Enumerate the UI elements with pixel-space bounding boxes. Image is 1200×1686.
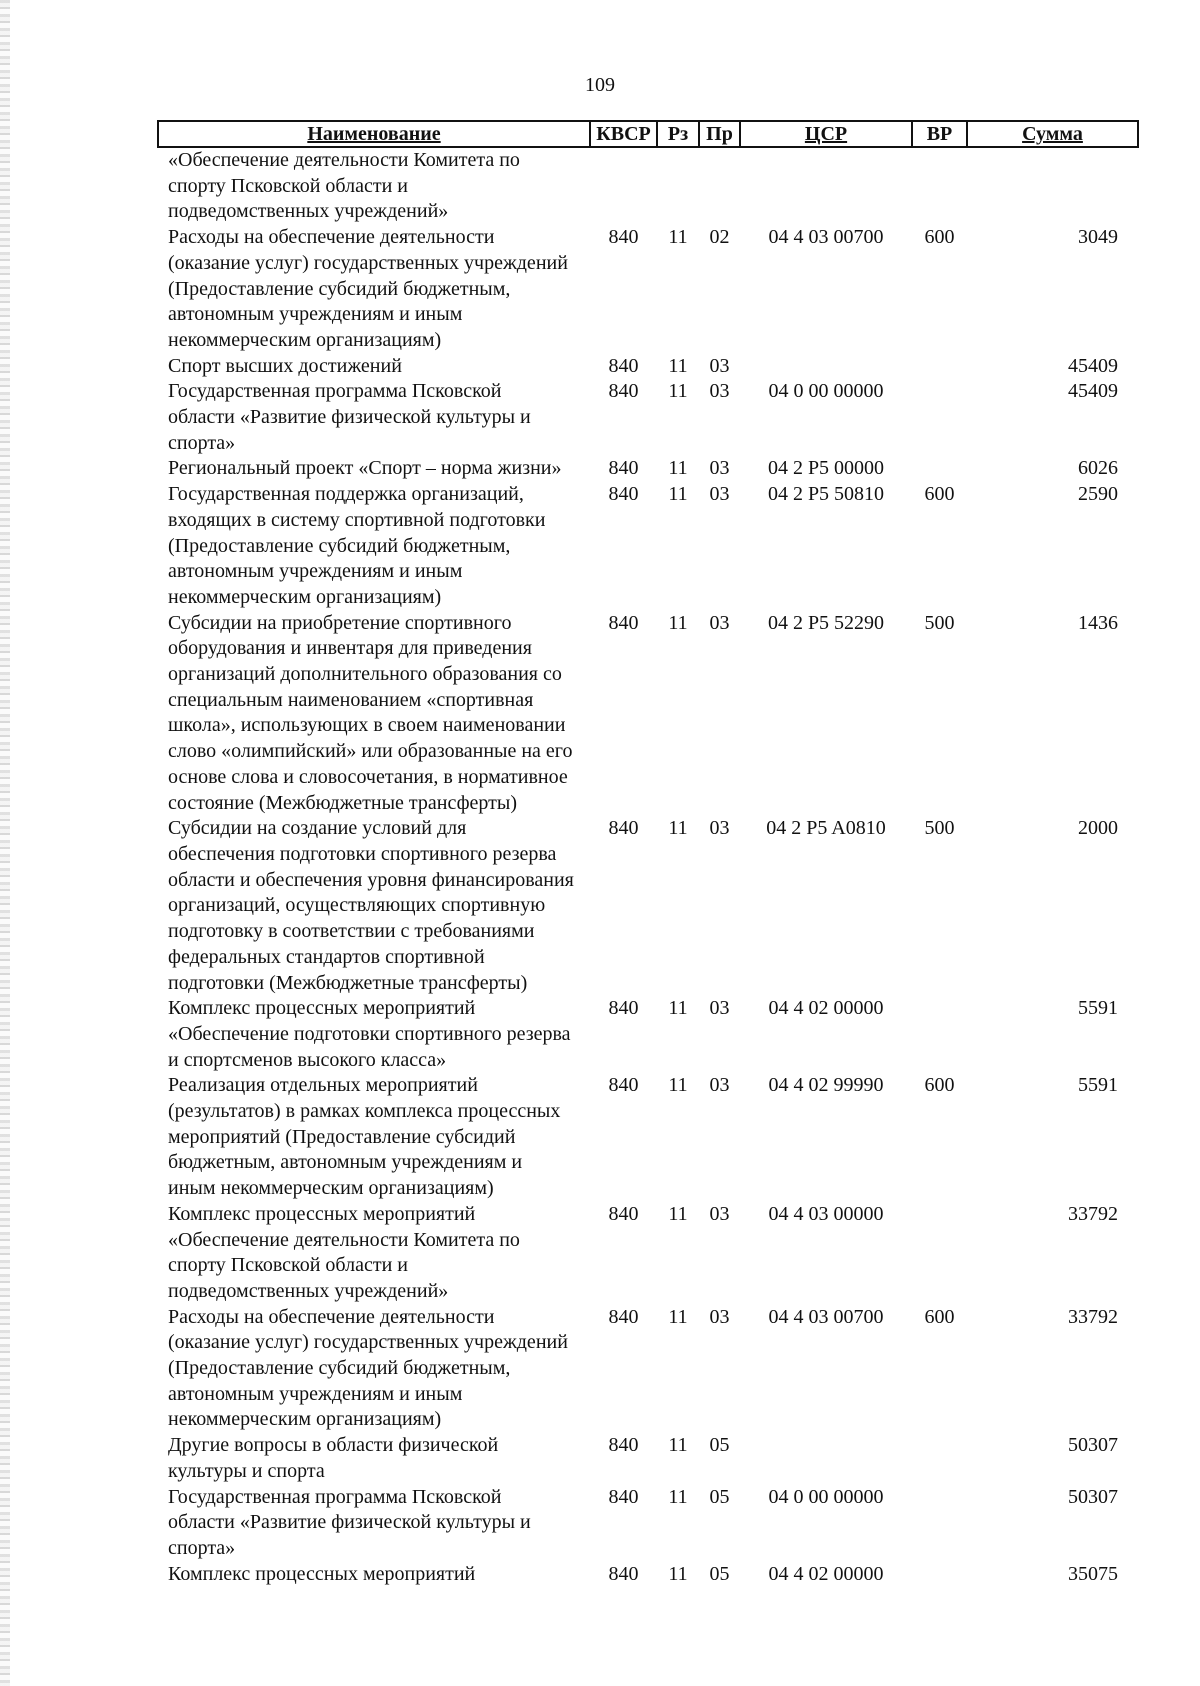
cell-name-line: Комплекс процессных мероприятий bbox=[168, 1562, 476, 1585]
header-rz: Рз bbox=[657, 121, 699, 147]
cell-name-line: школа», использующих в своем наименовании bbox=[168, 714, 566, 737]
cell-pr: 03 bbox=[709, 997, 730, 1020]
cell-name bbox=[158, 1433, 590, 1484]
cell-csr: 04 4 03 00700 bbox=[768, 226, 884, 249]
cell-kvsr: 840 bbox=[608, 1202, 639, 1225]
cell-name-line: «Обеспечение деятельности Комитета по bbox=[168, 149, 520, 171]
cell-name-line: спорту Псковской области и bbox=[168, 174, 408, 197]
cell-csr: 04 2 P5 A0810 bbox=[766, 817, 886, 840]
cell-csr: 04 2 P5 50810 bbox=[767, 483, 885, 506]
cell-name-line: культуры и спорта bbox=[168, 1459, 325, 1482]
cell-name-line: (оказание услуг) государственных учреждений bbox=[168, 251, 568, 274]
header-vr: ВР bbox=[912, 121, 967, 147]
cell-name bbox=[158, 147, 590, 225]
table-row bbox=[158, 816, 1138, 996]
cell-name bbox=[158, 225, 590, 354]
cell-csr: 04 4 03 00700 bbox=[768, 1305, 884, 1328]
cell-name-line: специальным наименованием «спортивная bbox=[168, 688, 534, 711]
cell-pr: 03 bbox=[709, 380, 730, 403]
cell-csr bbox=[740, 147, 912, 225]
cell-rz: 11 bbox=[668, 611, 688, 634]
cell-pr: 03 bbox=[709, 457, 730, 480]
cell-name-line: подготовки (Межбюджетные трансферты) bbox=[168, 971, 528, 994]
cell-name-line: и спортсменов высокого класса» bbox=[168, 1048, 447, 1071]
cell-rz: 11 bbox=[668, 1305, 688, 1328]
cell-vr bbox=[912, 1562, 967, 1588]
cell-sum: 2000 bbox=[1078, 817, 1118, 840]
cell-kvsr: 840 bbox=[608, 817, 639, 840]
cell-name-line: состояние (Межбюджетные трансферты) bbox=[168, 791, 518, 814]
cell-name bbox=[158, 482, 590, 611]
cell-name bbox=[158, 1202, 590, 1305]
cell-name-line: мероприятий (Предоставление субсидий bbox=[168, 1125, 516, 1148]
cell-pr: 03 bbox=[709, 354, 730, 377]
table-row bbox=[158, 482, 1138, 611]
cell-name-line: Государственная поддержка организаций, bbox=[168, 483, 524, 506]
header-name: Наименование bbox=[158, 121, 590, 147]
cell-vr: 600 bbox=[924, 226, 955, 249]
cell-rz: 11 bbox=[668, 1202, 688, 1225]
cell-sum: 5591 bbox=[1078, 997, 1118, 1020]
budget-table bbox=[157, 120, 1139, 1587]
cell-rz: 11 bbox=[668, 483, 688, 506]
cell-name-line: некоммерческим организациям) bbox=[168, 585, 442, 608]
cell-vr bbox=[912, 1202, 967, 1305]
cell-pr: 03 bbox=[709, 611, 730, 634]
cell-name-line: подведомственных учреждений» bbox=[168, 200, 449, 223]
cell-pr: 05 bbox=[709, 1562, 730, 1585]
cell-pr: 02 bbox=[709, 226, 730, 249]
cell-name-line: Государственная программа Псковской bbox=[168, 1485, 502, 1508]
cell-name-line: Спорт высших достижений bbox=[168, 354, 402, 377]
cell-name-line: слово «олимпийский» или образованные на его bbox=[168, 740, 573, 763]
cell-name-line: области «Развитие физической культуры и bbox=[168, 1511, 531, 1534]
cell-name-line: (результатов) в рамках комплекса процессных bbox=[168, 1100, 561, 1123]
cell-name bbox=[158, 379, 590, 456]
header-kvsr: КВСР bbox=[590, 121, 657, 147]
cell-pr: 03 bbox=[709, 817, 730, 840]
cell-vr: 500 bbox=[924, 611, 955, 634]
cell-kvsr: 840 bbox=[608, 611, 639, 634]
cell-name-line: бюджетным, автономным учреждениям и bbox=[168, 1151, 523, 1174]
cell-name-line: подготовку в соответствии с требованиями bbox=[168, 920, 535, 943]
cell-name-line: организаций, осуществляющих спортивную bbox=[168, 894, 546, 917]
cell-name-line: подведомственных учреждений» bbox=[168, 1279, 449, 1302]
cell-name bbox=[158, 1073, 590, 1202]
cell-name-line: Расходы на обеспечение деятельности bbox=[168, 1305, 495, 1328]
cell-sum: 35075 bbox=[1068, 1562, 1118, 1585]
cell-vr: 500 bbox=[924, 817, 955, 840]
cell-kvsr: 840 bbox=[608, 1074, 639, 1097]
cell-kvsr: 840 bbox=[608, 997, 639, 1020]
cell-name-line: (Предоставление субсидий бюджетным, bbox=[168, 277, 511, 300]
cell-csr: 04 4 02 99990 bbox=[768, 1074, 884, 1097]
cell-name-line: некоммерческим организациям) bbox=[168, 1408, 442, 1431]
cell-sum: 33792 bbox=[1068, 1305, 1118, 1328]
cell-pr: 05 bbox=[709, 1485, 730, 1508]
cell-kvsr: 840 bbox=[608, 1562, 639, 1585]
cell-csr bbox=[740, 1433, 912, 1484]
table-row bbox=[158, 147, 1138, 225]
cell-csr: 04 4 02 00000 bbox=[768, 1562, 884, 1585]
cell-rz: 11 bbox=[668, 226, 688, 249]
cell-name-line: Региональный проект «Спорт – норма жизни» bbox=[168, 457, 562, 480]
cell-name bbox=[158, 1562, 590, 1588]
page-number: 109 bbox=[585, 74, 615, 96]
cell-csr: 04 2 P5 52290 bbox=[767, 611, 885, 634]
cell-name-line: иным некоммерческим организациям) bbox=[168, 1177, 494, 1200]
cell-rz: 11 bbox=[668, 1434, 688, 1457]
cell-name-line: Другие вопросы в области физической bbox=[168, 1434, 499, 1457]
table-row bbox=[158, 1073, 1138, 1202]
cell-sum bbox=[967, 147, 1138, 225]
cell-vr bbox=[912, 379, 967, 456]
cell-rz bbox=[657, 147, 699, 225]
cell-name-line: федеральных стандартов спортивной bbox=[168, 945, 485, 968]
cell-pr: 05 bbox=[709, 1434, 730, 1457]
cell-name bbox=[158, 354, 590, 380]
cell-vr bbox=[912, 1433, 967, 1484]
cell-name-line: автономным учреждениям и иным bbox=[168, 303, 463, 326]
cell-vr bbox=[912, 456, 967, 482]
cell-name-line: Государственная программа Псковской bbox=[168, 380, 502, 403]
cell-name bbox=[158, 456, 590, 482]
cell-name-line: оборудования и инвентаря для приведения bbox=[168, 637, 532, 660]
table-row bbox=[158, 354, 1138, 380]
cell-name bbox=[158, 1305, 590, 1434]
cell-name-line: Субсидии на создание условий для bbox=[168, 817, 467, 840]
cell-vr: 600 bbox=[924, 483, 955, 506]
cell-name-line: (оказание услуг) государственных учреждений bbox=[168, 1331, 568, 1354]
table-row bbox=[158, 225, 1138, 354]
cell-vr bbox=[912, 996, 967, 1073]
cell-sum: 1436 bbox=[1078, 611, 1118, 634]
cell-rz: 11 bbox=[668, 1485, 688, 1508]
header-sum: Сумма bbox=[967, 121, 1138, 147]
table-row bbox=[158, 456, 1138, 482]
cell-sum: 50307 bbox=[1068, 1434, 1118, 1457]
cell-sum: 45409 bbox=[1068, 354, 1118, 377]
table-row bbox=[158, 379, 1138, 456]
cell-vr bbox=[912, 147, 967, 225]
cell-name-line: обеспечения подготовки спортивного резерва bbox=[168, 842, 557, 865]
cell-name-line: основе слова и словосочетания, в нормативное bbox=[168, 765, 568, 788]
cell-name-line: «Обеспечение деятельности Комитета по bbox=[168, 1228, 520, 1251]
cell-sum: 2590 bbox=[1078, 483, 1118, 506]
cell-sum: 45409 bbox=[1068, 380, 1118, 403]
cell-name-line: Комплекс процессных мероприятий bbox=[168, 1202, 476, 1225]
cell-sum: 50307 bbox=[1068, 1485, 1118, 1508]
cell-name-line: Расходы на обеспечение деятельности bbox=[168, 226, 495, 249]
cell-csr: 04 0 00 00000 bbox=[768, 1485, 884, 1508]
cell-name-line: (Предоставление субсидий бюджетным, bbox=[168, 534, 511, 557]
cell-name-line: области и обеспечения уровня финансирования bbox=[168, 868, 574, 891]
cell-name-line: спорта» bbox=[168, 1536, 236, 1559]
table-row bbox=[158, 1202, 1138, 1305]
cell-csr: 04 4 03 00000 bbox=[768, 1202, 884, 1225]
scan-edge bbox=[0, 0, 10, 1686]
table-row bbox=[158, 1433, 1138, 1484]
table-row bbox=[158, 1562, 1138, 1588]
header-csr: ЦСР bbox=[740, 121, 912, 147]
cell-vr bbox=[912, 354, 967, 380]
cell-sum: 3049 bbox=[1078, 226, 1118, 249]
cell-rz: 11 bbox=[668, 457, 688, 480]
cell-kvsr: 840 bbox=[608, 483, 639, 506]
cell-pr: 03 bbox=[709, 1202, 730, 1225]
cell-vr bbox=[912, 1485, 967, 1562]
cell-name-line: Реализация отдельных мероприятий bbox=[168, 1074, 478, 1097]
cell-name-line: автономным учреждениям и иным bbox=[168, 560, 463, 583]
cell-name-line: «Обеспечение подготовки спортивного резерва bbox=[168, 1022, 571, 1045]
cell-vr: 600 bbox=[924, 1305, 955, 1328]
cell-rz: 11 bbox=[668, 997, 688, 1020]
cell-rz: 11 bbox=[668, 354, 688, 377]
cell-kvsr: 840 bbox=[608, 1305, 639, 1328]
cell-sum: 33792 bbox=[1068, 1202, 1118, 1225]
cell-kvsr bbox=[590, 147, 657, 225]
cell-name-line: Субсидии на приобретение спортивного bbox=[168, 611, 512, 634]
cell-sum: 6026 bbox=[1078, 457, 1118, 480]
cell-name-line: организаций дополнительного образования со bbox=[168, 663, 562, 686]
cell-kvsr: 840 bbox=[608, 1485, 639, 1508]
cell-name-line: области «Развитие физической культуры и bbox=[168, 406, 531, 429]
cell-kvsr: 840 bbox=[608, 354, 639, 377]
cell-kvsr: 840 bbox=[608, 226, 639, 249]
cell-rz: 11 bbox=[668, 380, 688, 403]
cell-vr: 600 bbox=[924, 1074, 955, 1097]
table-row bbox=[158, 996, 1138, 1073]
table-row bbox=[158, 1305, 1138, 1434]
table-header bbox=[158, 121, 1138, 147]
cell-kvsr: 840 bbox=[608, 380, 639, 403]
cell-name bbox=[158, 611, 590, 817]
cell-csr: 04 4 02 00000 bbox=[768, 997, 884, 1020]
table-row bbox=[158, 611, 1138, 817]
cell-name-line: Комплекс процессных мероприятий bbox=[168, 997, 476, 1020]
cell-sum: 5591 bbox=[1078, 1074, 1118, 1097]
cell-rz: 11 bbox=[668, 817, 688, 840]
cell-csr bbox=[740, 354, 912, 380]
header-pr: Пр bbox=[699, 121, 740, 147]
cell-pr: 03 bbox=[709, 1074, 730, 1097]
cell-kvsr: 840 bbox=[608, 457, 639, 480]
cell-kvsr: 840 bbox=[608, 1434, 639, 1457]
cell-pr: 03 bbox=[709, 1305, 730, 1328]
cell-name bbox=[158, 1485, 590, 1562]
cell-name-line: автономным учреждениям и иным bbox=[168, 1382, 463, 1405]
cell-name-line: спорту Псковской области и bbox=[168, 1254, 408, 1277]
cell-rz: 11 bbox=[668, 1074, 688, 1097]
cell-name bbox=[158, 996, 590, 1073]
cell-csr: 04 0 00 00000 bbox=[768, 380, 884, 403]
cell-name-line: спорта» bbox=[168, 431, 236, 454]
cell-name-line: некоммерческим организациям) bbox=[168, 328, 442, 351]
table-row bbox=[158, 1485, 1138, 1562]
cell-csr: 04 2 P5 00000 bbox=[767, 457, 885, 480]
table-body bbox=[158, 147, 1138, 1587]
cell-name-line: (Предоставление субсидий бюджетным, bbox=[168, 1357, 511, 1380]
cell-rz: 11 bbox=[668, 1562, 688, 1585]
cell-pr bbox=[699, 147, 740, 225]
cell-pr: 03 bbox=[709, 483, 730, 506]
cell-name bbox=[158, 816, 590, 996]
cell-name-line: входящих в систему спортивной подготовки bbox=[168, 508, 546, 531]
